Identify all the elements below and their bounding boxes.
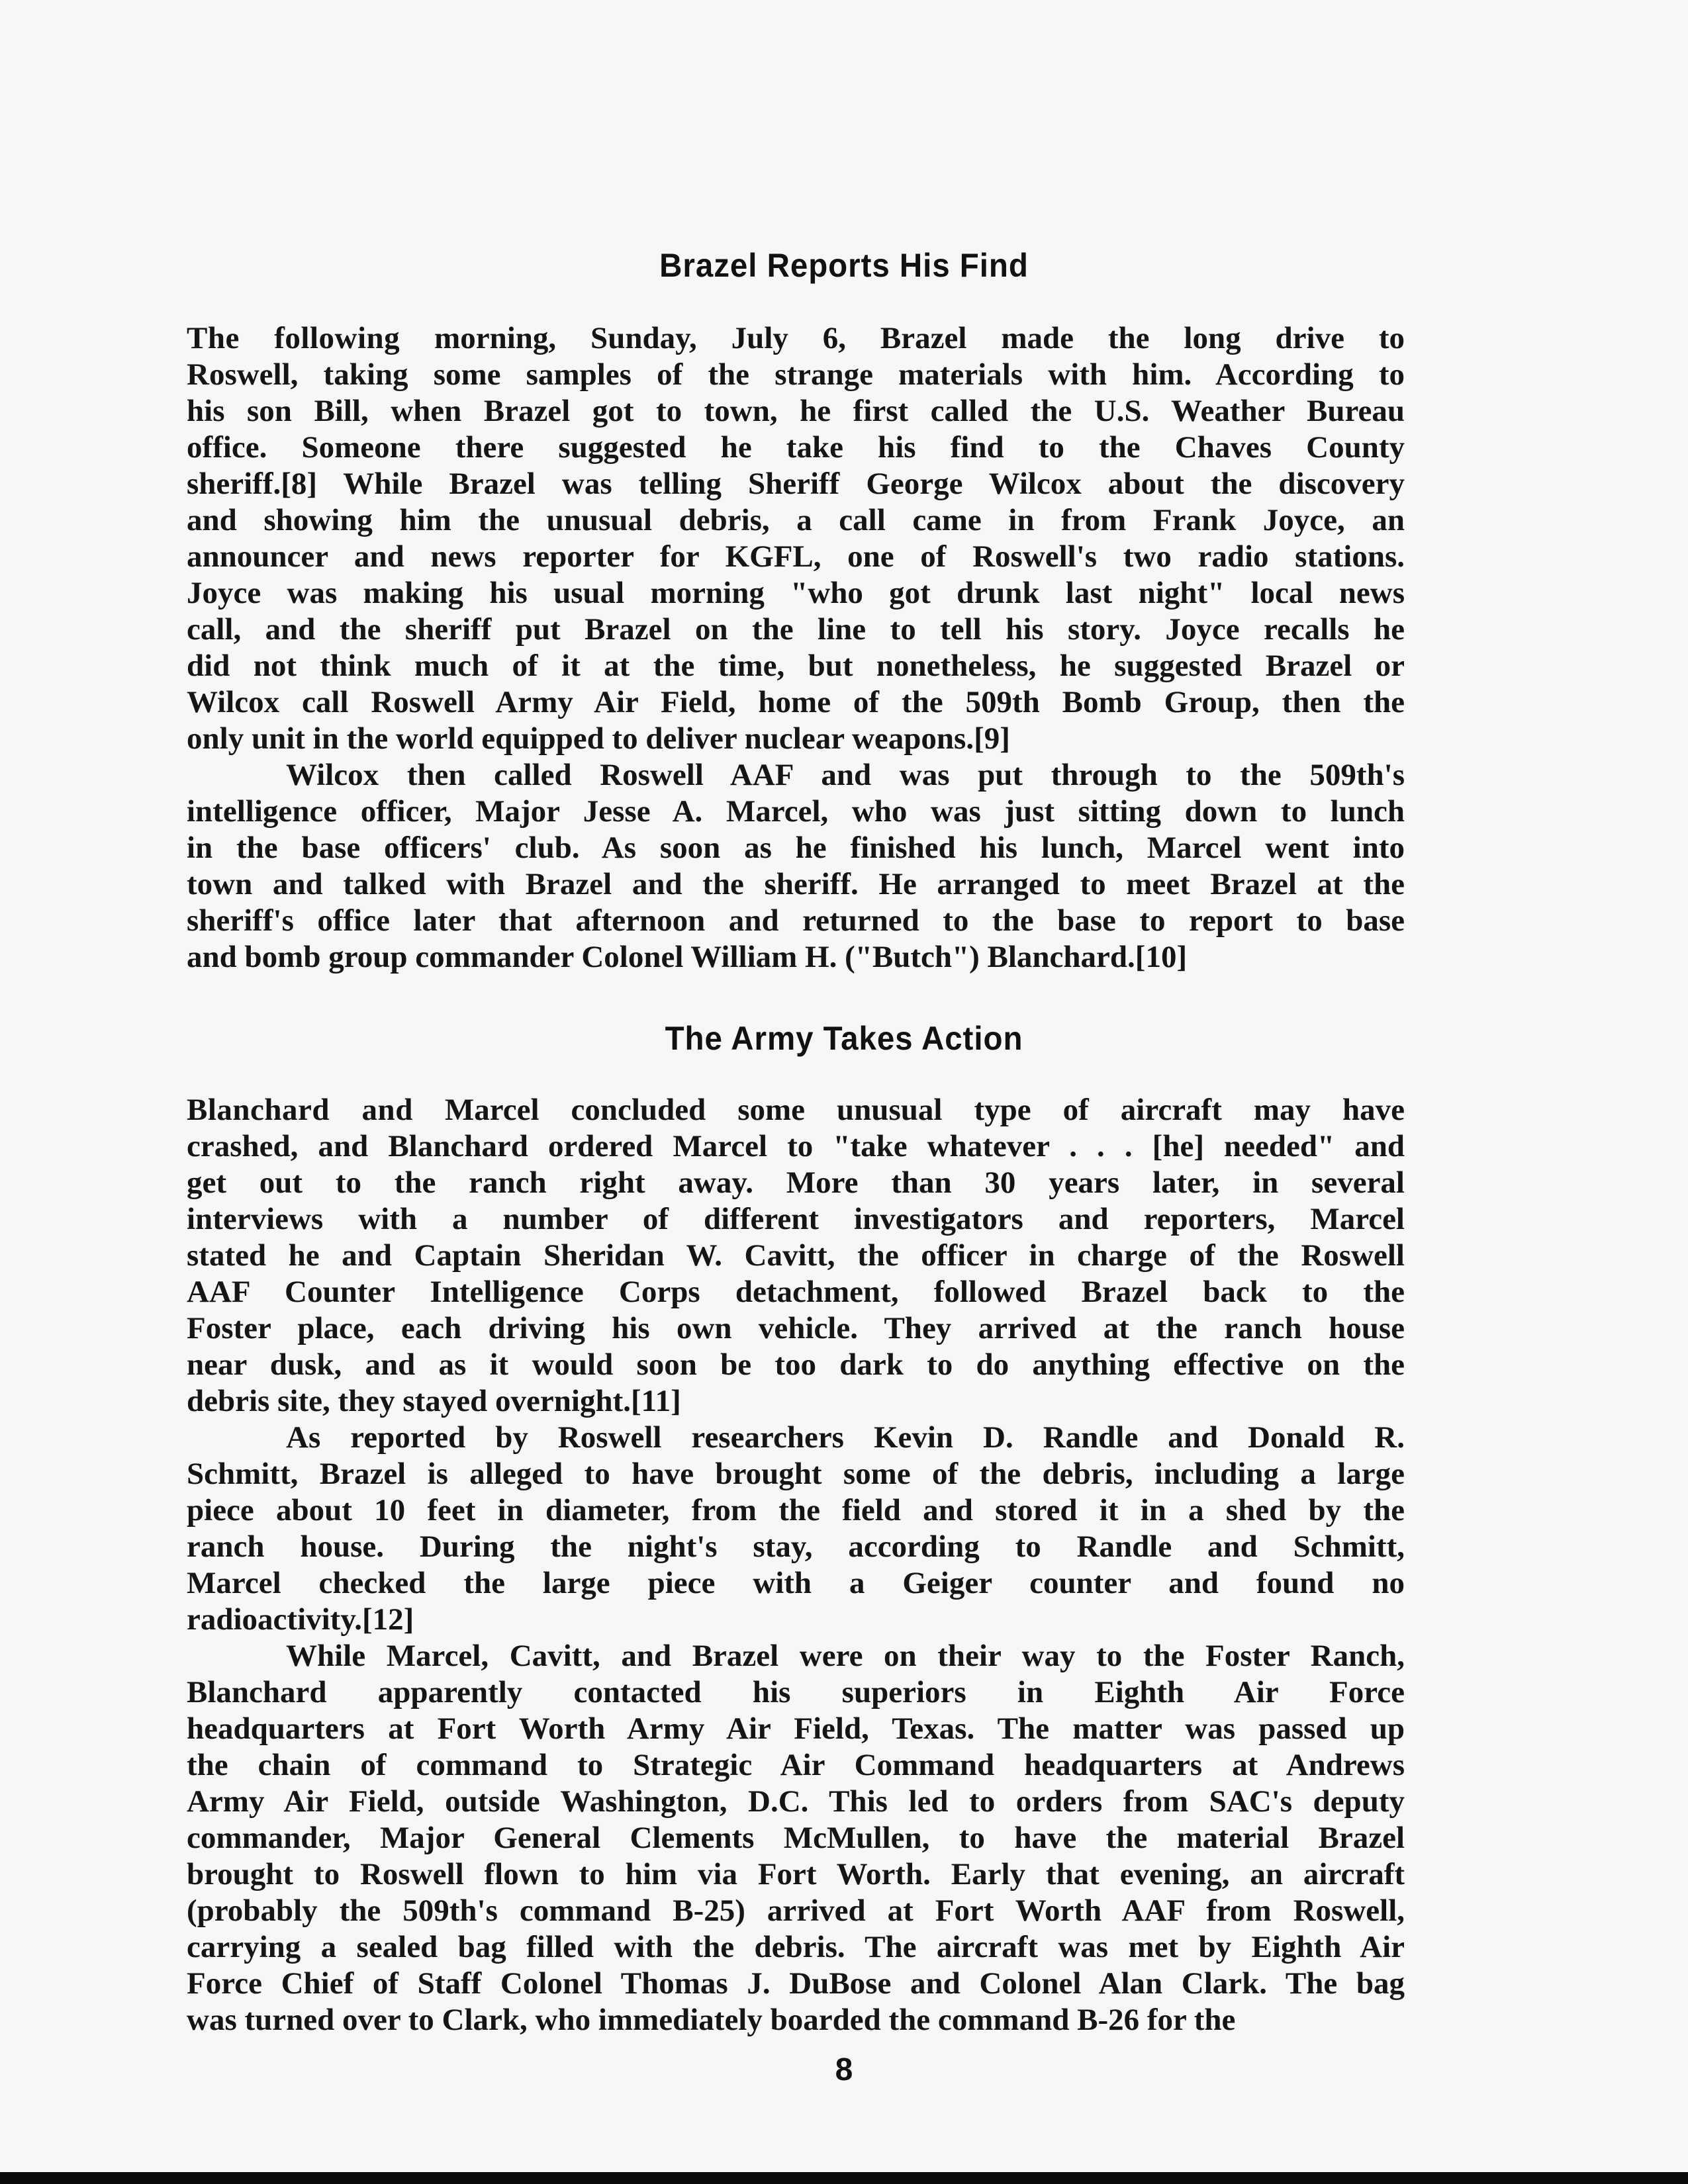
text-line: the chain of command to Strategic Air Command headquarters at Andrews bbox=[187, 1748, 1405, 1782]
text-line: town and talked with Brazel and the sheriff. He arranged to meet Brazel at the bbox=[187, 867, 1405, 901]
text-line bbox=[187, 320, 1405, 357]
page-number: 8 bbox=[835, 2052, 853, 2087]
text-line: Marcel checked the large piece with a Geiger counter and found no bbox=[187, 1566, 1405, 1600]
text-line: ranch house. During the night's stay, according to Randle and Schmitt, bbox=[187, 1529, 1405, 1564]
text-line: Roswell, taking some samples of the strange materials with him. According to bbox=[187, 357, 1405, 392]
text-line: Force Chief of Staff Colonel Thomas J. DuBose and Colonel Alan Clark. The bag bbox=[187, 1966, 1405, 2001]
section1-body bbox=[187, 320, 1405, 976]
text-line: While Marcel, Cavitt, and Brazel were on their way to the Foster Ranch, bbox=[286, 1639, 1405, 1673]
line-text: Marcel concluded some unusual type of aircraft may have bbox=[444, 1093, 1405, 1127]
text-line: headquarters at Fort Worth Army Air Field, Texas. The matter was passed up bbox=[187, 1711, 1405, 1746]
text-line: carrying a sealed bag filled with the debris. The aircraft was met by Eighth Air bbox=[187, 1930, 1405, 1964]
text-line: his son Bill, when Brazel got to town, he first called the U.S. Weather Bureau bbox=[187, 394, 1405, 428]
text-line: Army Air Field, outside Washington, D.C. This led to orders from SAC's deputy bbox=[187, 1784, 1405, 1819]
text-line: brought to Roswell flown to him via Fort Worth. Early that evening, an aircraft bbox=[187, 1857, 1405, 1891]
text-line: and bomb group commander Colonel William H. ("Butch") Blanchard.[10] bbox=[187, 940, 1188, 974]
text-line: interviews with a number of different investigators and reporters, Marcel bbox=[187, 1202, 1405, 1236]
text-line: Blanchard apparently contacted his superiors in Eighth Air Force bbox=[187, 1675, 1405, 1709]
line-text: morning, Sunday, July 6, Brazel made the long drive to bbox=[434, 321, 1405, 355]
text-line: stated he and Captain Sheridan W. Cavitt, the officer in charge of the Roswell bbox=[187, 1238, 1405, 1273]
text-line: (probably the 509th's command B-25) arrived at Fort Worth AAF from Roswell, bbox=[187, 1893, 1405, 1928]
scan-border bbox=[0, 2172, 1688, 2184]
lead-in-words: The following bbox=[187, 321, 400, 355]
text-line: radioactivity.[12] bbox=[187, 1602, 414, 1637]
text-line: piece about 10 feet in diameter, from the field and stored it in a shed by the bbox=[187, 1493, 1405, 1527]
text-line: crashed, and Blanchard ordered Marcel to "take whatever . . . [he] needed" and bbox=[187, 1129, 1405, 1163]
text-line: As reported by Roswell researchers Kevin D. Randle and Donald R. bbox=[286, 1420, 1405, 1455]
text-line: Joyce was making his usual morning "who got drunk last night" local news bbox=[187, 576, 1405, 610]
section-heading-army-takes-action: The Army Takes Action bbox=[665, 1020, 1023, 1057]
section2-body bbox=[187, 1092, 1405, 2038]
text-line: Wilcox then called Roswell AAF and was put through to the 509th's bbox=[286, 758, 1405, 792]
text-line: did not think much of it at the time, but nonetheless, he suggested Brazel or bbox=[187, 649, 1405, 683]
text-line: Foster place, each driving his own vehicle. They arrived at the ranch house bbox=[187, 1311, 1405, 1345]
text-line: debris site, they stayed overnight.[11] bbox=[187, 1384, 681, 1418]
text-line bbox=[187, 1092, 1405, 1128]
text-line: sheriff's office later that afternoon and returned to the base to report to base bbox=[187, 903, 1405, 938]
text-line: office. Someone there suggested he take his find to the Chaves County bbox=[187, 430, 1405, 465]
text-line: in the base officers' club. As soon as he finished his lunch, Marcel went into bbox=[187, 831, 1405, 865]
text-line: announcer and news reporter for KGFL, one of Roswell's two radio stations. bbox=[187, 539, 1405, 574]
section-heading-brazel-reports: Brazel Reports His Find bbox=[659, 247, 1029, 284]
text-line: near dusk, and as it would soon be too dark to do anything effective on the bbox=[187, 1347, 1405, 1382]
text-line: Wilcox call Roswell Army Air Field, home of the 509th Bomb Group, then the bbox=[187, 685, 1405, 719]
text-line: Schmitt, Brazel is alleged to have brought some of the debris, including a large bbox=[187, 1457, 1405, 1491]
text-line: intelligence officer, Major Jesse A. Marcel, who was just sitting down to lunch bbox=[187, 794, 1405, 829]
text-line: sheriff.[8] While Brazel was telling Sheriff George Wilcox about the discovery bbox=[187, 467, 1405, 501]
text-line: was turned over to Clark, who immediately boarded the command B-26 for the bbox=[187, 2003, 1236, 2037]
lead-in-words: Blanchard and bbox=[187, 1093, 413, 1127]
text-line: and showing him the unusual debris, a call came in from Frank Joyce, an bbox=[187, 503, 1405, 537]
text-line: call, and the sheriff put Brazel on the line to tell his story. Joyce recalls he bbox=[187, 612, 1405, 647]
text-line: commander, Major General Clements McMullen, to have the material Brazel bbox=[187, 1821, 1405, 1855]
text-line: AAF Counter Intelligence Corps detachment, followed Brazel back to the bbox=[187, 1275, 1405, 1309]
text-line: only unit in the world equipped to deliver nuclear weapons.[9] bbox=[187, 721, 1010, 756]
text-line: get out to the ranch right away. More than 30 years later, in several bbox=[187, 1165, 1405, 1200]
